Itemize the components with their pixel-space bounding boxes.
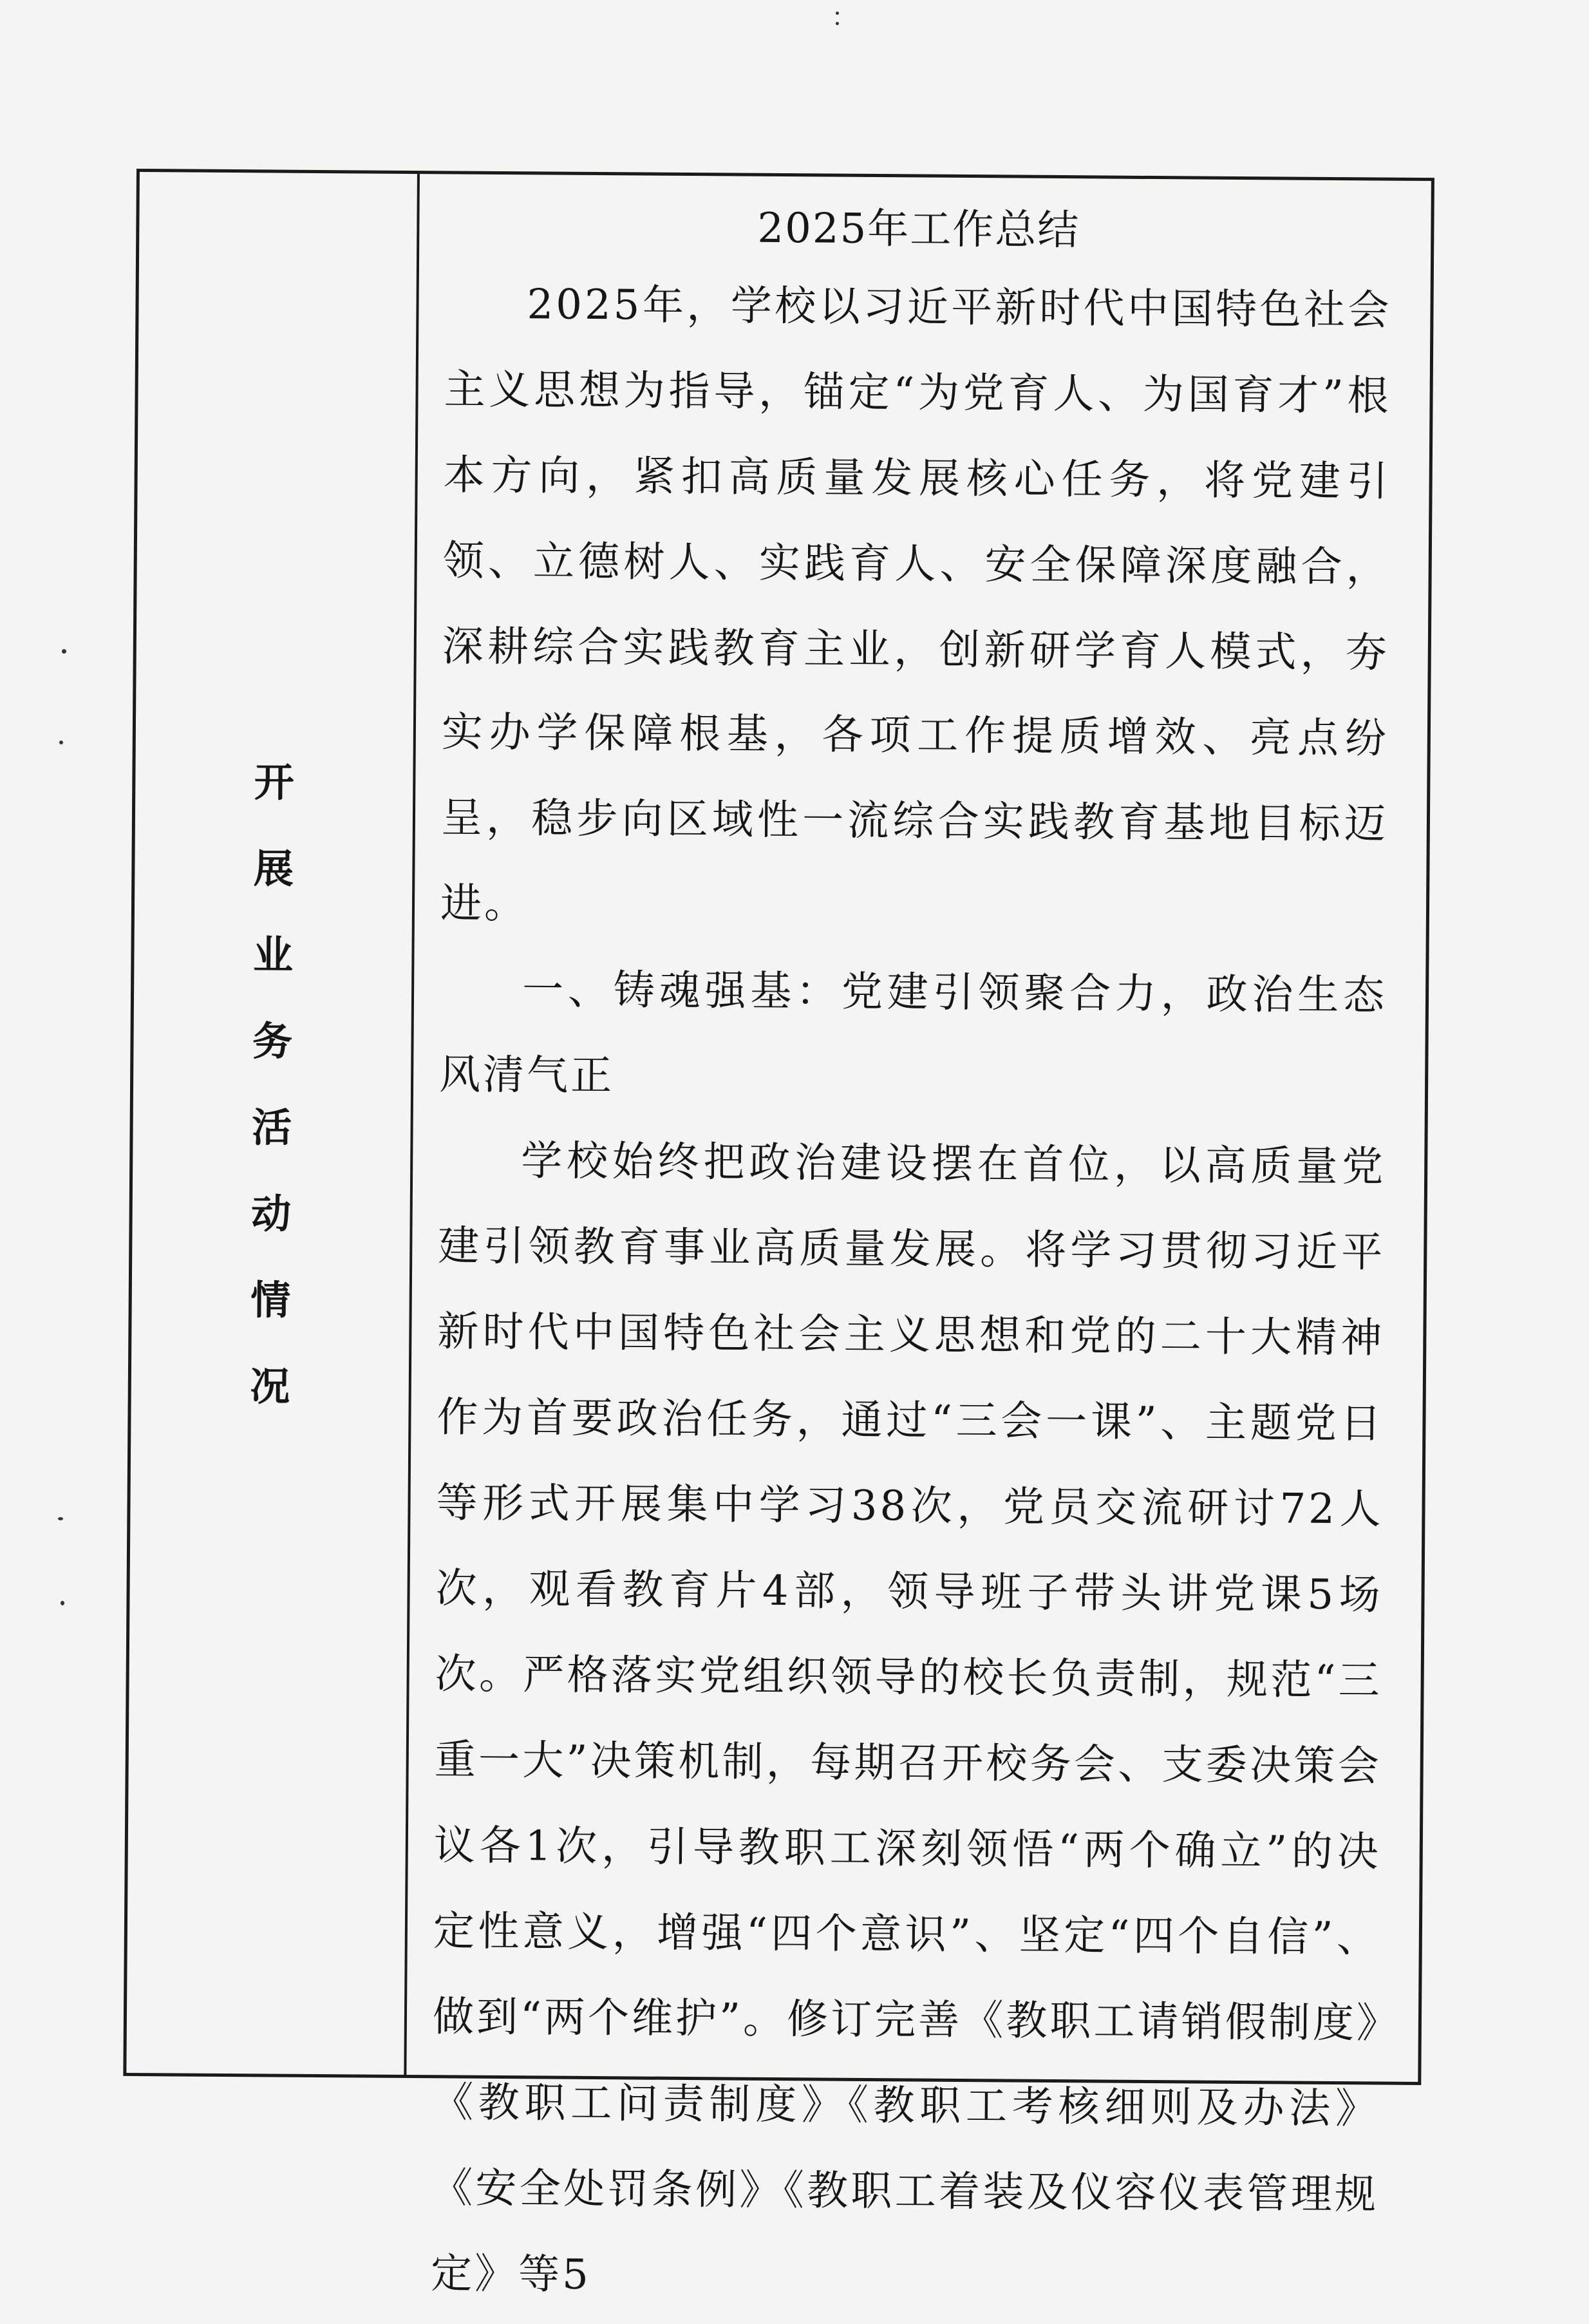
row-label-char: 开 [254, 759, 295, 806]
form-table [123, 169, 1434, 2300]
scan-speck [836, 22, 839, 25]
row-label-char: 动 [250, 1190, 292, 1238]
intro-paragraph: 2025年，学校以习近平新时代中国特色社会主义思想为指导，锚定“为党育人、为国育才”根本方向，紧扣高质量发展核心任务，将党建引领、立德树人、实践育人、安全保障深度融合，深耕综合实践教育主业，创新研学育人模式，夯实办学保障根基，各项工作提质增效、亮点纷呈，稳步向区域性一流综合实践教育基地目标迈进。 [440, 281, 1392, 929]
scan-speck [62, 649, 66, 654]
content-cell [406, 174, 1431, 2300]
row-label-char: 活 [251, 1104, 292, 1151]
body-paragraph: 学校始终把政治建设摆在首位，以高质量党建引领教育事业高质量发展。将学习贯彻习近平新时代中国特色社会主义思想和党的二十大精神作为首要政治任务，通过“三会一课”、主题党日等形式开展集中学习38次，党员交流研讨72人次，观看教育片4部，领导班子带头讲党课5场次。严格落实党组织领导的校长负责制，规范“三重一大”决策机制，每期召开校务会、支委决策会议各1次，引导教职工深刻领悟“两个确立”的决定性意义，增强“四个意识”、坚定“四个自信”、做到“两个维护”。修订完善《教职工请销假制度》《教职工问责制度》《教职工考核细则及办法》《安全处罚条例》《教职工着装及仪容仪表管理规定》等5 [430, 1137, 1386, 2300]
scan-speck [61, 1601, 64, 1605]
row-label-char: 务 [252, 1017, 293, 1065]
row-label-char: 业 [252, 931, 294, 979]
scan-speck [836, 12, 839, 15]
row-label-char: 情 [250, 1276, 291, 1324]
row-label-char: 况 [250, 1363, 290, 1410]
row-label-char: 展 [253, 845, 294, 893]
row-label-cell [126, 172, 420, 2075]
scan-speck [58, 1517, 63, 1520]
section-heading: 一、铸魂强基：党建引领聚合力，政治生态风清气正 [438, 966, 1387, 1101]
scan-speck [59, 741, 63, 744]
document-title: 2025年工作总结 [757, 204, 1080, 255]
